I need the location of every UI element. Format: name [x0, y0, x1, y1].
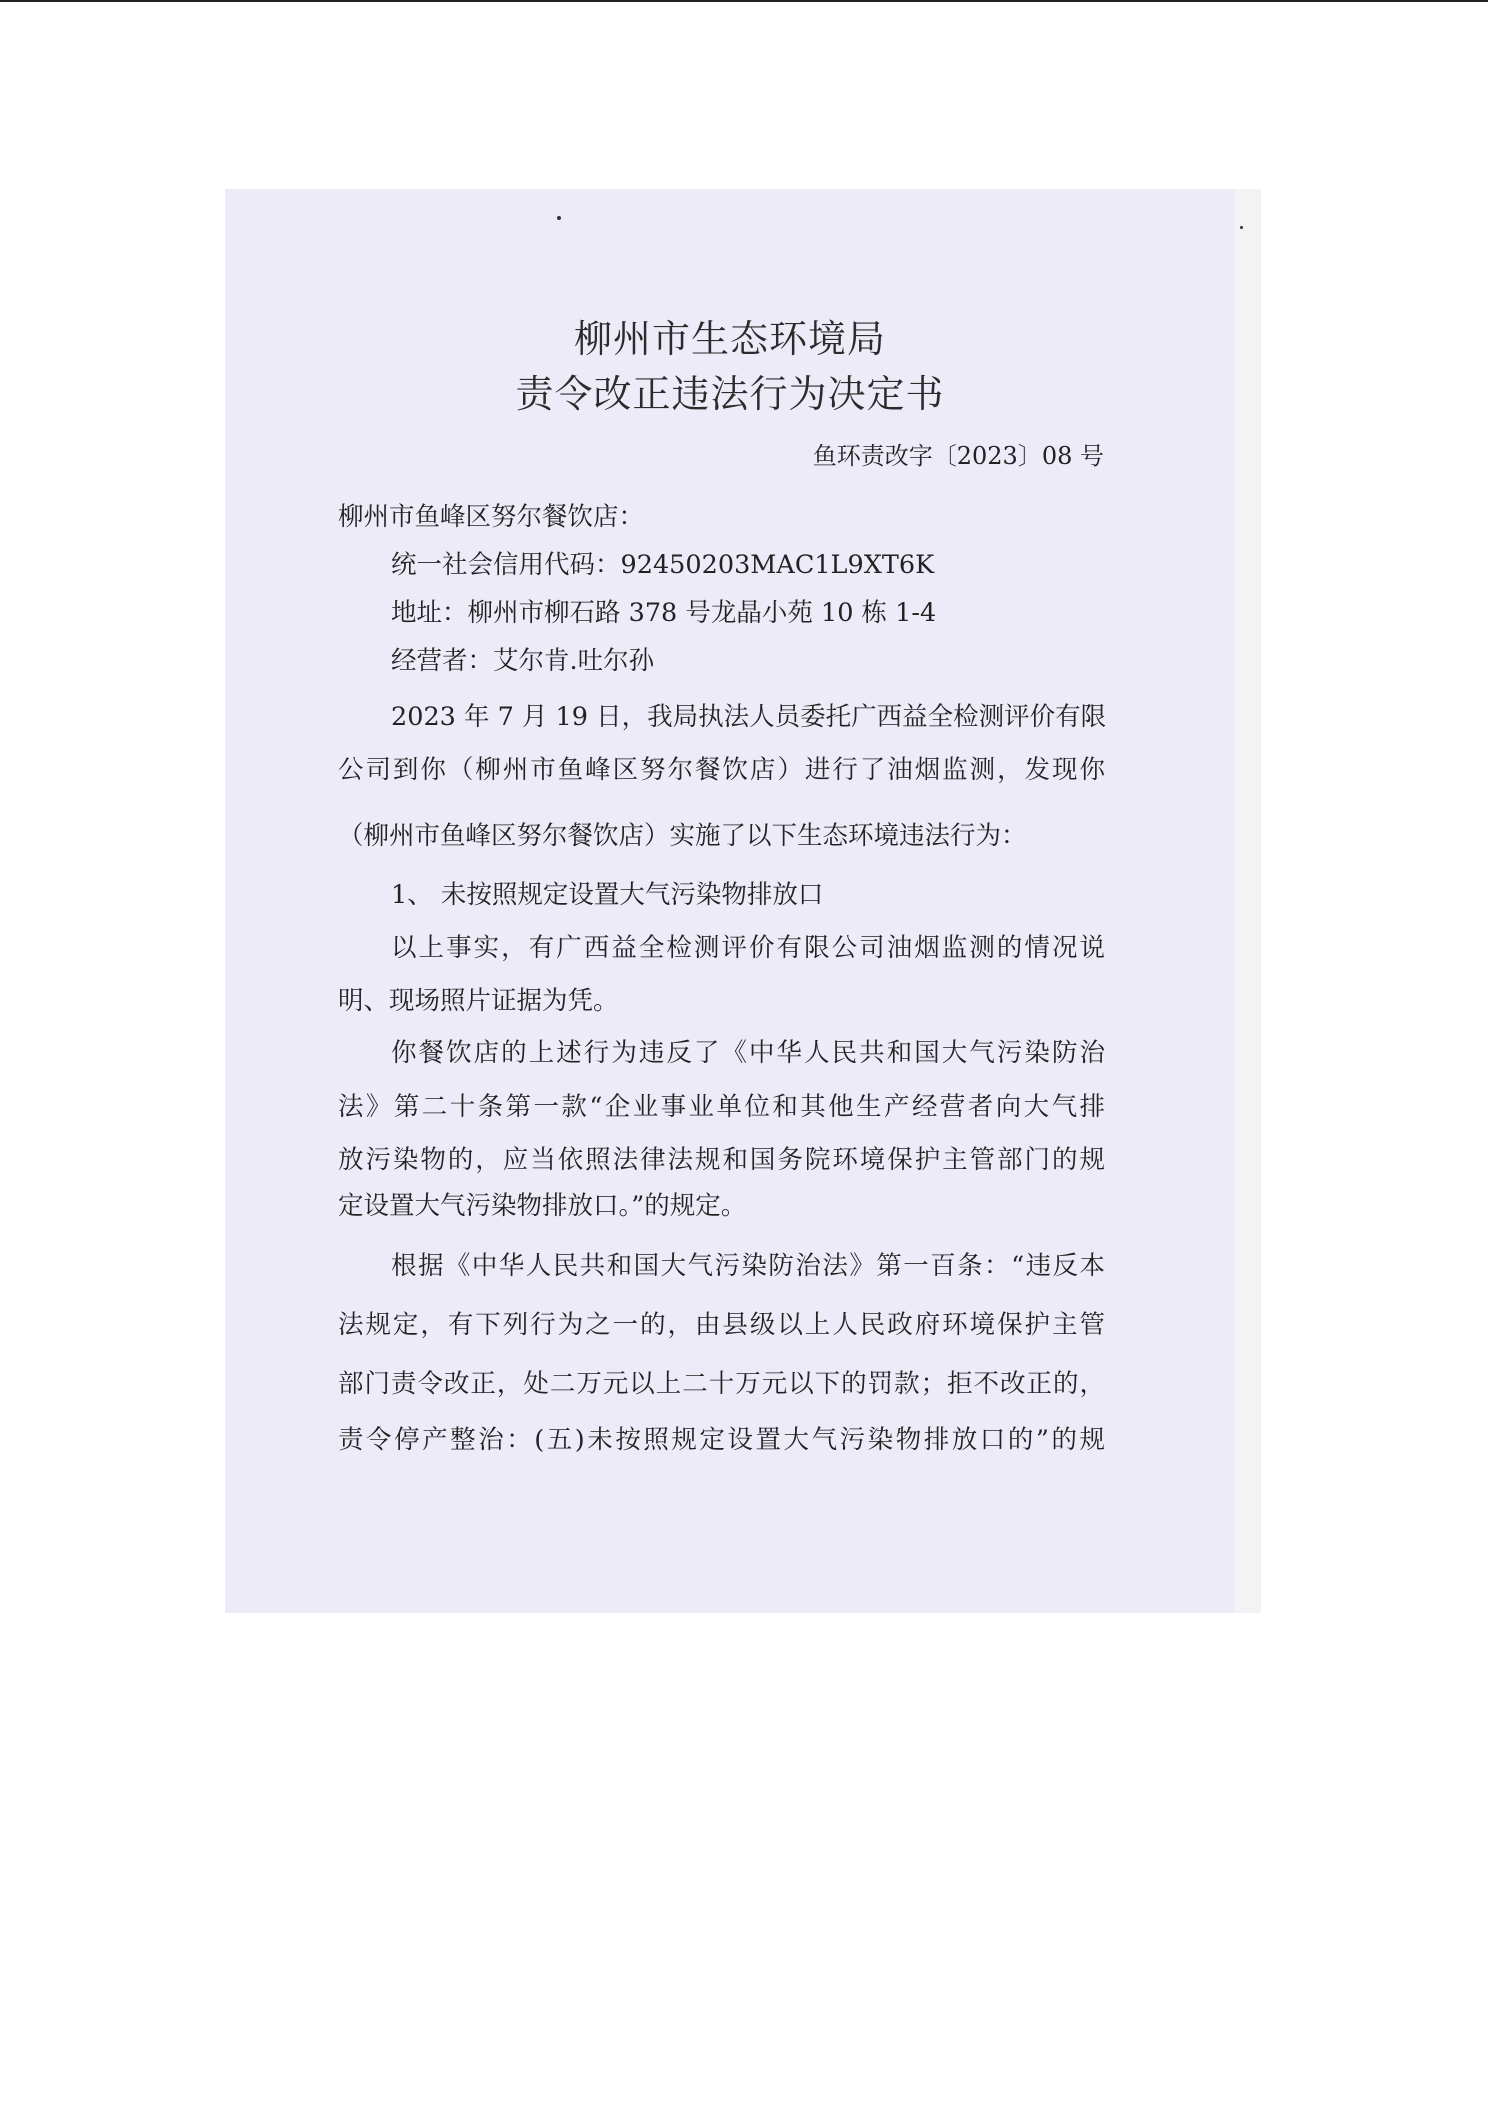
violation-item: 1、 未按照规定设置大气污染物排放口: [391, 880, 824, 910]
paragraph-line: 法规定，有下列行为之一的，由县级以上人民政府环境保护主管: [338, 1310, 1105, 1340]
paragraph-line: 责令停产整治：(五)未按照规定设置大气污染物排放口的”的规: [338, 1425, 1105, 1455]
scan-speck: [557, 216, 561, 220]
paragraph-line: 法》第二十条第一款“企业事业单位和其他生产经营者向大气排: [338, 1092, 1105, 1122]
document-number: 鱼环责改字〔2023〕08 号: [812, 442, 1104, 470]
paragraph-line: 部门责令改正，处二万元以上二十万元以下的罚款；拒不改正的，: [338, 1369, 1105, 1399]
page-top-border: [0, 0, 1488, 2]
operator: 经营者：艾尔肯.吐尔孙: [391, 646, 655, 676]
credit-code: 统一社会信用代码：92450203MAC1L9XT6K: [391, 550, 935, 580]
document-title-line2: 责令改正违法行为决定书: [515, 372, 945, 416]
paragraph-line: 以上事实，有广西益全检测评价有限公司油烟监测的情况说: [391, 933, 1105, 963]
paragraph-line: 放污染物的，应当依照法律法规和国务院环境保护主管部门的规: [338, 1145, 1105, 1175]
paragraph-line: 明、现场照片证据为凭。: [338, 986, 619, 1016]
paragraph-line: 2023 年 7 月 19 日，我局执法人员委托广西益全检测评价有限: [391, 702, 1107, 732]
paragraph-line: 公司到你（柳州市鱼峰区努尔餐饮店）进行了油烟监测，发现你: [338, 755, 1105, 785]
paragraph-line: （柳州市鱼峰区努尔餐饮店）实施了以下生态环境违法行为：: [338, 821, 1027, 851]
address: 地址：柳州市柳石路 378 号龙晶小苑 10 栋 1-4: [391, 598, 937, 628]
paragraph-line: 定设置大气污染物排放口。”的规定。: [338, 1191, 747, 1221]
addressee: 柳州市鱼峰区努尔餐饮店：: [338, 502, 645, 532]
document-title-line1: 柳州市生态环境局: [573, 317, 886, 361]
scan-right-edge: [1235, 189, 1261, 1613]
scan-speck: [1240, 226, 1243, 229]
paragraph-line: 根据《中华人民共和国大气污染防治法》第一百条：“违反本: [391, 1251, 1105, 1281]
paragraph-line: 你餐饮店的上述行为违反了《中华人民共和国大气污染防治: [391, 1038, 1105, 1068]
